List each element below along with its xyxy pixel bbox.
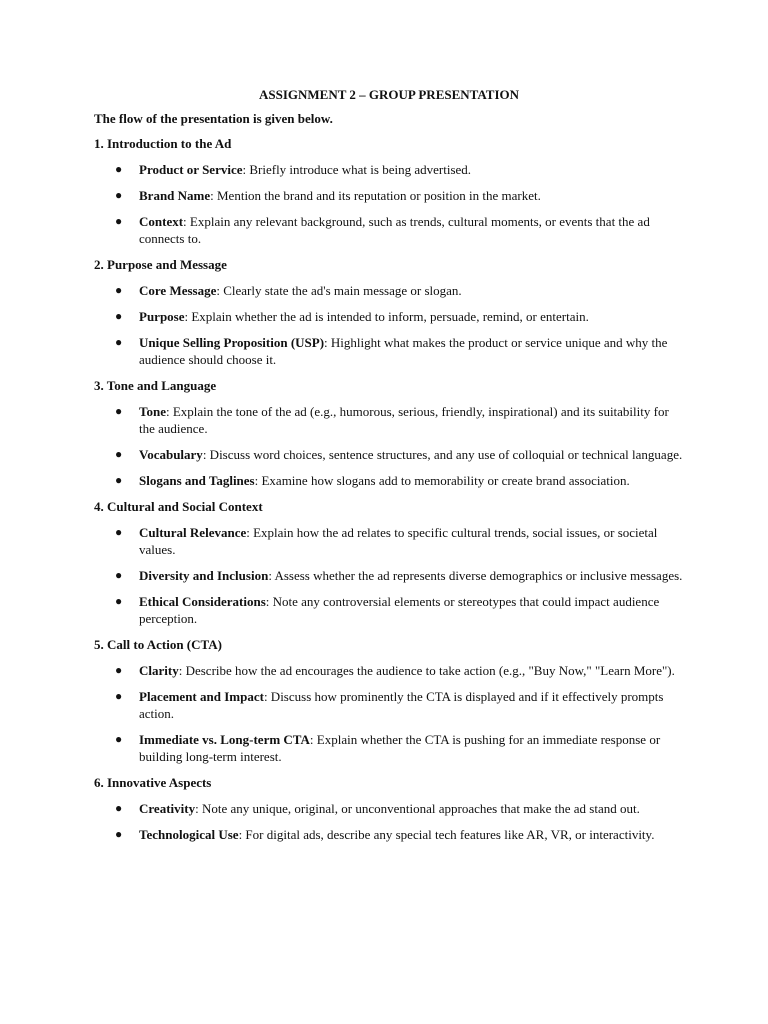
item-term: Unique Selling Proposition (USP): [139, 335, 325, 350]
bullet-icon: ●: [115, 404, 123, 418]
bullet-list: [94, 161, 684, 247]
list-item: [94, 213, 684, 247]
bullet-icon: ●: [115, 663, 123, 677]
section-heading: 5. Call to Action (CTA): [94, 637, 222, 652]
bullet-icon: ●: [115, 594, 123, 608]
list-item: [94, 282, 684, 299]
item-term: Clarity: [139, 663, 179, 678]
item-term: Brand Name: [139, 188, 211, 203]
list-item: [94, 524, 684, 558]
item-description: : Discuss word choices, sentence structures, and any use of colloquial or technical language.: [202, 447, 683, 462]
document-title: ASSIGNMENT 2 – GROUP PRESENTATION: [258, 87, 520, 102]
bullet-icon: ●: [115, 801, 123, 815]
item-term: Context: [139, 214, 184, 229]
bullet-list: [94, 662, 684, 765]
bullet-icon: ●: [115, 732, 123, 746]
item-description: : Explain the tone of the ad (e.g., humorous, serious, friendly, inspirational) and its suitability for the audience.: [139, 404, 669, 436]
item-description: : Note any controversial elements or stereotypes that could impact audience perception.: [139, 594, 660, 626]
list-item: [94, 688, 684, 722]
section-heading: 6. Innovative Aspects: [94, 775, 212, 790]
item-description: : Assess whether the ad represents diverse demographics or inclusive messages.: [268, 568, 683, 583]
bullet-icon: ●: [115, 188, 123, 202]
item-term: Placement and Impact: [139, 689, 264, 704]
item-term: Cultural Relevance: [139, 525, 247, 540]
bullet-icon: ●: [115, 309, 123, 323]
item-description: : Discuss how prominently the CTA is displayed and if it effectively prompts action.: [139, 689, 664, 721]
item-term: Vocabulary: [139, 447, 203, 462]
item-term: Core Message: [139, 283, 217, 298]
bullet-icon: ●: [115, 827, 123, 841]
item-term: Creativity: [139, 801, 196, 816]
section-heading: 4. Cultural and Social Context: [94, 499, 263, 514]
bullet-list: [94, 524, 684, 627]
item-term: Slogans and Taglines: [139, 473, 255, 488]
item-term: Immediate vs. Long-term CTA: [139, 732, 310, 747]
list-item: [94, 662, 684, 679]
item-term: Purpose: [139, 309, 185, 324]
document-page: [94, 86, 684, 852]
bullet-list: [94, 282, 684, 368]
item-description: : Highlight what makes the product or service unique and why the audience should choose it.: [139, 335, 668, 367]
bullet-icon: ●: [115, 447, 123, 461]
list-item: [94, 161, 684, 178]
list-item: [94, 567, 684, 584]
list-item: [94, 800, 684, 817]
item-description: : Examine how slogans add to memorability or create brand association.: [254, 473, 630, 488]
list-item: [94, 403, 684, 437]
list-item: [94, 593, 684, 627]
item-term: Diversity and Inclusion: [139, 568, 269, 583]
item-description: : For digital ads, describe any special tech features like AR, VR, or interactivity.: [238, 827, 655, 842]
sections-container: [94, 135, 684, 843]
item-description: : Clearly state the ad's main message or slogan.: [216, 283, 462, 298]
bullet-icon: ●: [115, 473, 123, 487]
item-term: Product or Service: [139, 162, 243, 177]
bullet-icon: ●: [115, 214, 123, 228]
bullet-icon: ●: [115, 283, 123, 297]
list-item: [94, 731, 684, 765]
bullet-list: [94, 800, 684, 843]
item-description: : Explain whether the ad is intended to inform, persuade, remind, or entertain.: [184, 309, 589, 324]
intro-text: The flow of the presentation is given below.: [94, 111, 333, 126]
list-item: [94, 446, 684, 463]
item-term: Technological Use: [139, 827, 239, 842]
item-description: : Briefly introduce what is being advertised.: [242, 162, 472, 177]
list-item: [94, 308, 684, 325]
section-heading: 2. Purpose and Message: [94, 257, 227, 272]
bullet-icon: ●: [115, 568, 123, 582]
item-description: : Describe how the ad encourages the audience to take action (e.g., "Buy Now," "Learn More").: [178, 663, 675, 678]
list-item: [94, 187, 684, 204]
bullet-icon: ●: [115, 335, 123, 349]
item-term: Ethical Considerations: [139, 594, 266, 609]
section-heading: 3. Tone and Language: [94, 378, 217, 393]
bullet-icon: ●: [115, 689, 123, 703]
item-description: : Explain whether the CTA is pushing for an immediate response or building long-term interest.: [139, 732, 661, 764]
bullet-icon: ●: [115, 525, 123, 539]
item-term: Tone: [139, 404, 166, 419]
item-description: : Explain how the ad relates to specific cultural trends, social issues, or societal values.: [139, 525, 658, 557]
item-description: : Note any unique, original, or unconventional approaches that make the ad stand out.: [195, 801, 640, 816]
list-item: [94, 334, 684, 368]
list-item: [94, 472, 684, 489]
list-item: [94, 826, 684, 843]
item-description: : Mention the brand and its reputation or position in the market.: [210, 188, 541, 203]
bullet-icon: ●: [115, 162, 123, 176]
section-heading: 1. Introduction to the Ad: [94, 136, 232, 151]
item-description: : Explain any relevant background, such as trends, cultural moments, or events that the ad connects to.: [139, 214, 650, 246]
bullet-list: [94, 403, 684, 489]
